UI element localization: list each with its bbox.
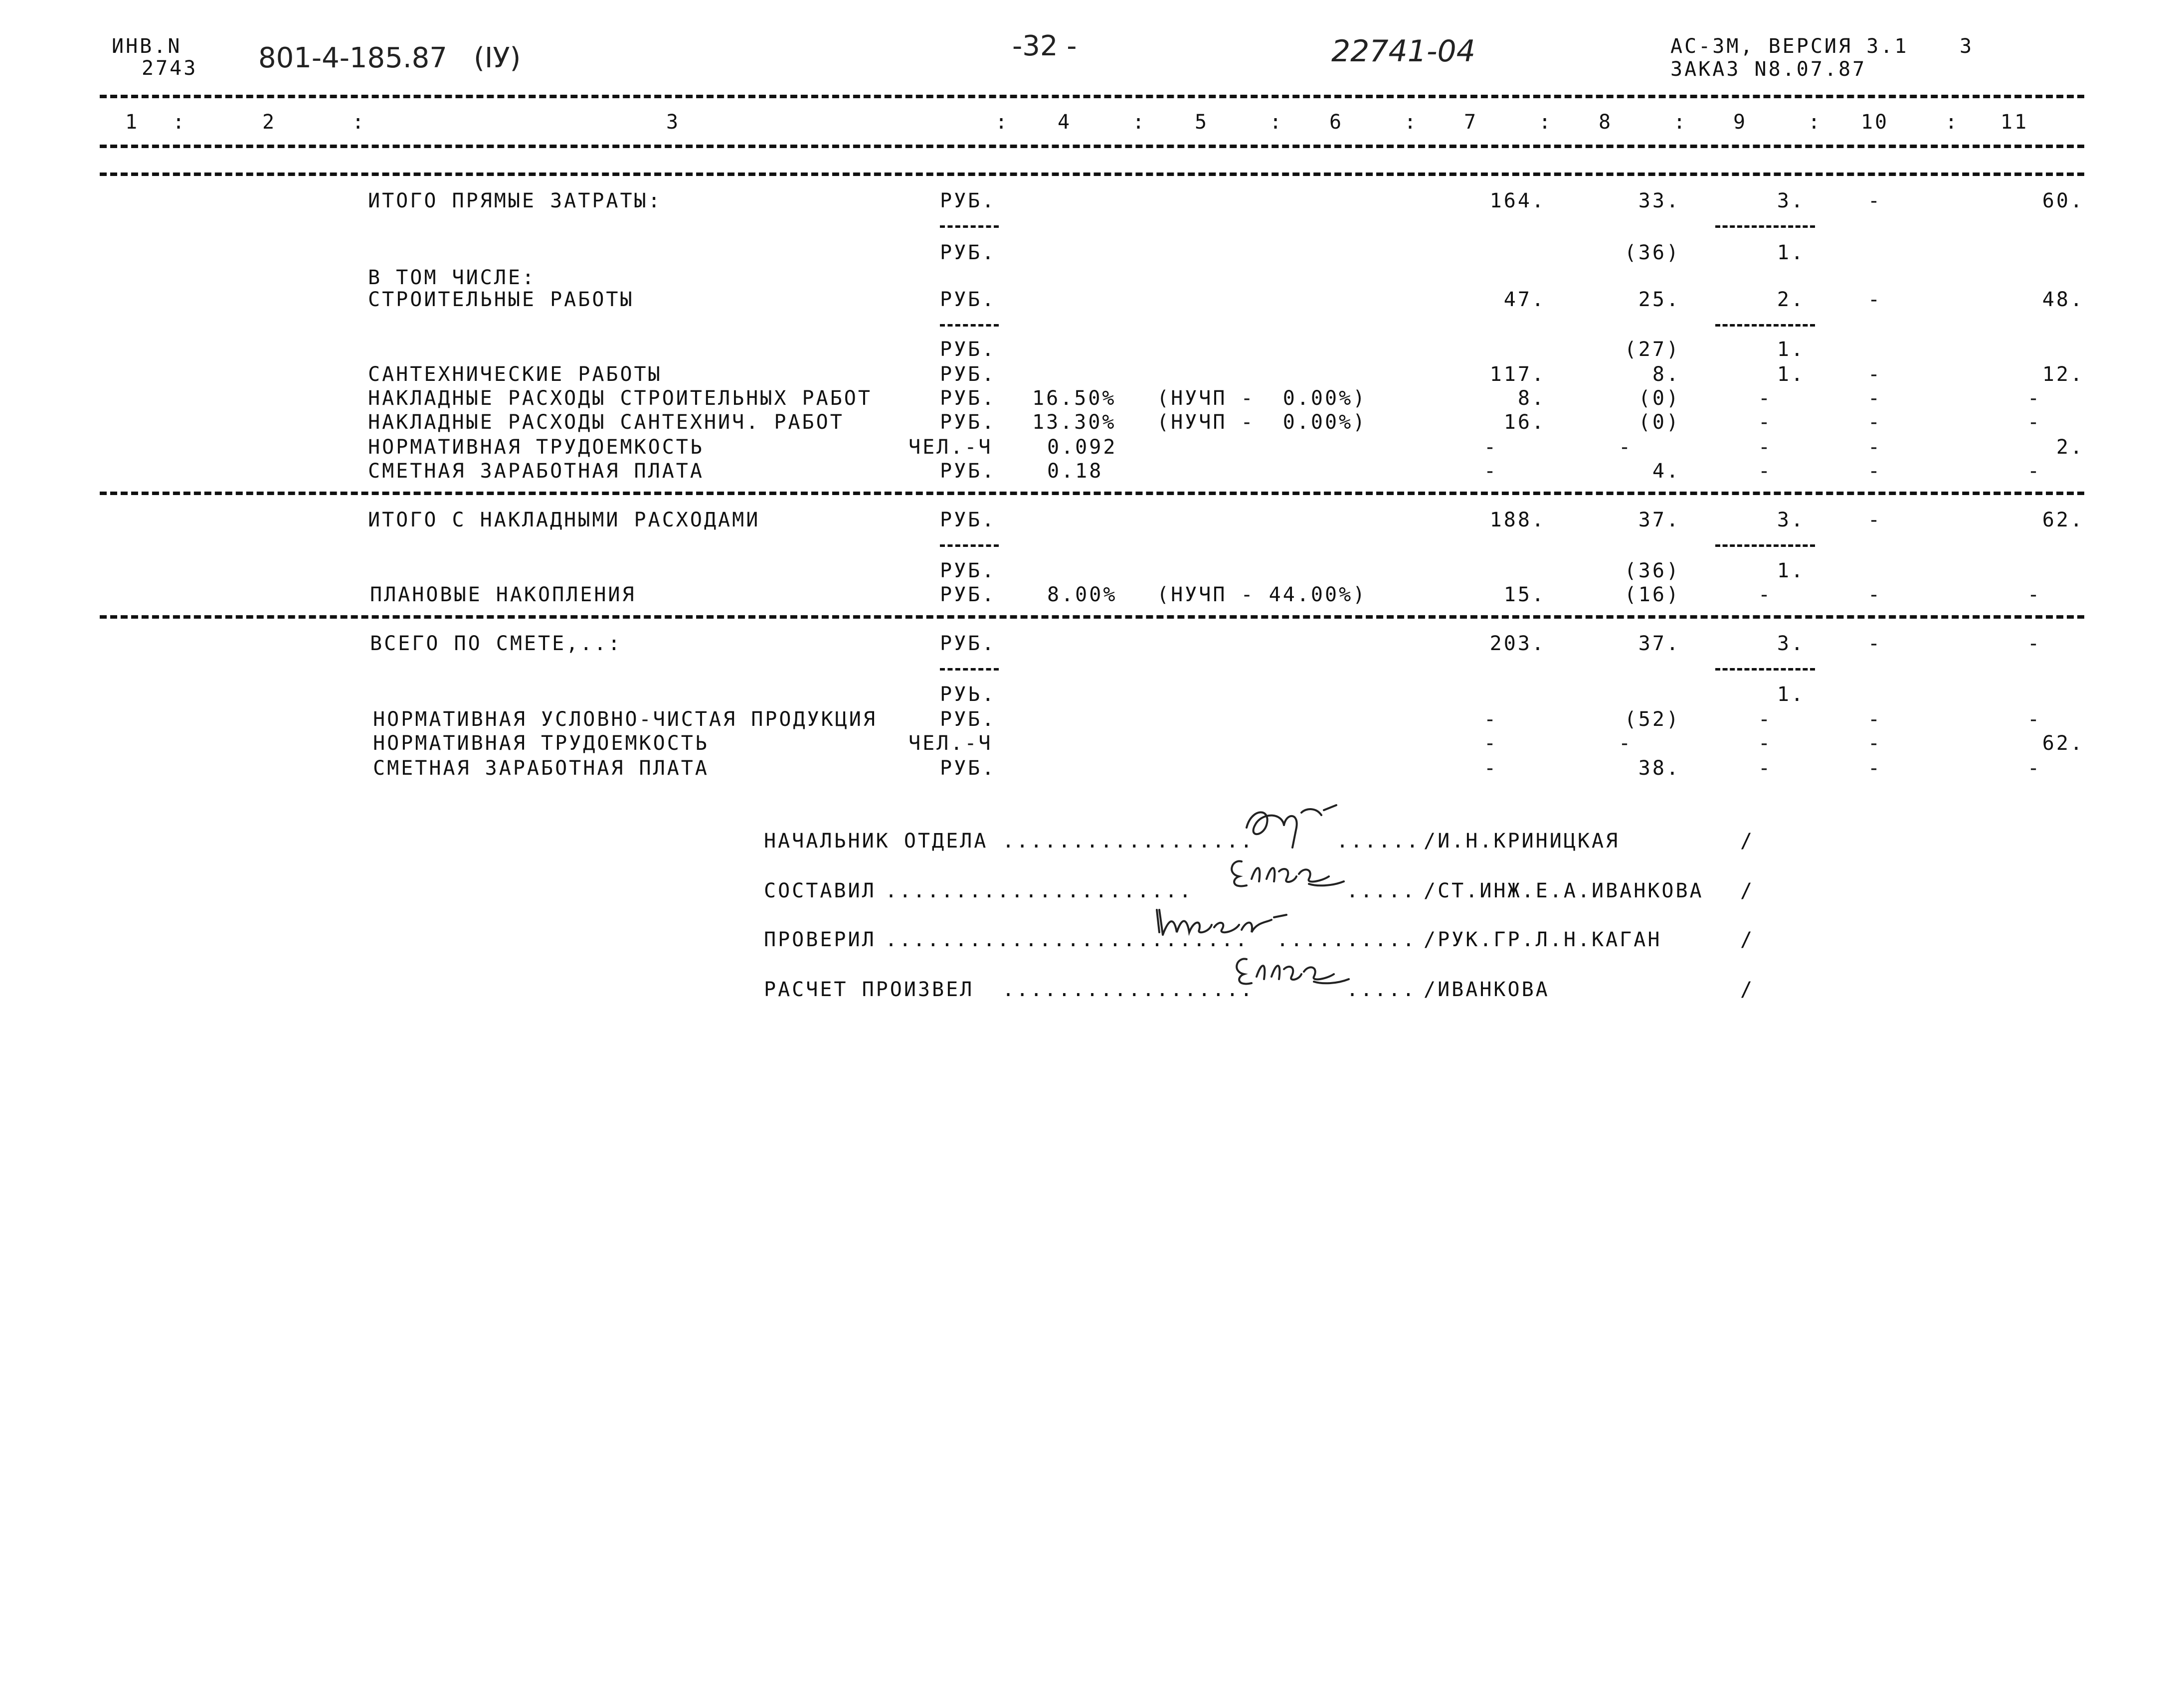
row-label: ВСЕГО ПО СМЕТЕ,..: (370, 632, 622, 655)
col11-value: 2. (2056, 436, 2084, 459)
col8-value: 38. (1638, 757, 1680, 780)
section-rule (100, 492, 2084, 495)
signature-leader: .................. (1002, 978, 1255, 1001)
column-separator: : (1269, 111, 1284, 134)
column-header-2: 2 (262, 111, 277, 134)
col9-dash (1715, 225, 1815, 228)
col9-value: 2. (1777, 288, 1805, 311)
signature-role: ПРОВЕРИЛ (764, 928, 876, 951)
inventory-number: 2743 (142, 57, 198, 80)
col10-value: - (1867, 363, 1882, 386)
col11-value: - (2027, 387, 2042, 410)
col11-value: - (2027, 757, 2042, 780)
col4-value: 0.18 (1047, 460, 1103, 483)
column-separator: : (1404, 111, 1419, 134)
sheet-number: 3 (1960, 35, 1974, 58)
row-unit: РУБ. (940, 632, 996, 655)
signatory-name: /РУК.ГР.Л.Н.КАГАН (1424, 928, 1662, 951)
row-label: НАКЛАДНЫЕ РАСХОДЫ СТРОИТЕЛЬНЫХ РАБОТ (368, 387, 872, 410)
row-unit: РУБ. (940, 460, 996, 483)
header-rule-bottom (100, 145, 2084, 148)
col7-value: - (1483, 436, 1498, 459)
col8-value: (0) (1638, 411, 1680, 434)
unit-dash (940, 324, 999, 327)
col10-value: - (1867, 387, 1882, 410)
project-volume: (IУ) (474, 42, 521, 74)
col9-value: 3. (1777, 632, 1805, 655)
col11-value: 62. (2042, 732, 2084, 755)
col9-value: 1. (1777, 241, 1805, 264)
col8-value: 33. (1638, 189, 1680, 212)
col4-value: 0.092 (1047, 436, 1117, 459)
row-unit: РУБ. (940, 583, 996, 606)
col5-value: (НУЧП - 0.00%) (1157, 411, 1367, 434)
col11-value: 12. (2042, 363, 2084, 386)
col10-value: - (1867, 732, 1882, 755)
signature-leader: ...................... (885, 879, 1193, 902)
col10-value: - (1867, 411, 1882, 434)
col9-value: 1. (1777, 363, 1805, 386)
column-header-11: 11 (2000, 111, 2029, 134)
signature-leader: ...... (1336, 830, 1421, 853)
col8-value: (0) (1638, 387, 1680, 410)
order-number: ЗАКАЗ N8.07.87 (1670, 58, 1867, 81)
signature-leader: ..... (1346, 879, 1417, 902)
col8-value: 8. (1652, 363, 1680, 386)
col10-value: - (1867, 288, 1882, 311)
program-version: АС-3М, ВЕРСИЯ 3.1 (1670, 35, 1909, 58)
col7-value: 16. (1503, 411, 1546, 434)
handwritten-signature (1147, 902, 1296, 942)
col9-value: - (1758, 411, 1773, 434)
column-separator: : (1808, 111, 1822, 134)
col10-value: - (1867, 189, 1882, 212)
col8-value: (52) (1624, 708, 1680, 731)
row-unit: РУБ. (940, 189, 996, 212)
col10-value: - (1867, 708, 1882, 731)
column-header-1: 1 (125, 111, 140, 134)
column-separator: : (1538, 111, 1553, 134)
col4-value: 13.30% (1032, 411, 1116, 434)
col11-value: 48. (2042, 288, 2084, 311)
col9-value: - (1758, 708, 1773, 731)
row-unit: РУБ. (940, 757, 996, 780)
column-separator: : (1132, 111, 1147, 134)
column-header-9: 9 (1733, 111, 1748, 134)
col10-value: - (1867, 583, 1882, 606)
row-label: САНТЕХНИЧЕСКИЕ РАБОТЫ (368, 363, 662, 386)
col8-value: 37. (1638, 509, 1680, 531)
col10-value: - (1867, 632, 1882, 655)
col9-value: 1. (1777, 683, 1805, 706)
row-label: В ТОМ ЧИСЛЕ: (368, 266, 536, 289)
column-header-7: 7 (1463, 111, 1478, 134)
column-separator: : (172, 111, 187, 134)
col7-value: 164. (1489, 189, 1546, 212)
row-unit: РУБ. (940, 411, 996, 434)
col11-value: - (2027, 632, 2042, 655)
col9-dash (1715, 668, 1815, 671)
signature-leader: .......................... (885, 928, 1250, 951)
col10-value: - (1867, 436, 1882, 459)
col9-value: 1. (1777, 338, 1805, 361)
signatory-name: /И.Н.КРИНИЦКАЯ (1424, 830, 1620, 853)
signature-leader: .......... (1276, 928, 1417, 951)
row-label: НОРМАТИВНАЯ ТРУДОЕМКОСТЬ (368, 436, 704, 459)
row-label: ПЛАНОВЫЕ НАКОПЛЕНИЯ (370, 583, 636, 606)
col11-value: - (2027, 460, 2042, 483)
handwritten-signature (1237, 798, 1346, 853)
col8-value: (16) (1624, 583, 1680, 606)
column-separator: : (995, 111, 1010, 134)
row-label: ИТОГО С НАКЛАДНЫМИ РАСХОДАМИ (368, 509, 760, 531)
col4-value: 16.50% (1032, 387, 1116, 410)
section-rule (100, 615, 2084, 619)
table-rule-top (100, 172, 2084, 176)
row-unit: РУЬ. (940, 683, 996, 706)
col9-dash (1715, 544, 1815, 547)
col9-value: 1. (1777, 559, 1805, 582)
row-unit: РУБ. (940, 241, 996, 264)
col7-value: 117. (1489, 363, 1546, 386)
col8-value: (36) (1624, 559, 1680, 582)
row-label: ИТОГО ПРЯМЫЕ ЗАТРАТЫ: (368, 189, 662, 212)
row-label: НОРМАТИВНАЯ ТРУДОЕМКОСТЬ (373, 732, 709, 755)
col5-value: (НУЧП - 0.00%) (1157, 387, 1367, 410)
col10-value: - (1867, 460, 1882, 483)
row-unit: РУБ. (940, 387, 996, 410)
signature-end-mark: / (1740, 830, 1755, 853)
col8-value: (36) (1624, 241, 1680, 264)
column-separator: : (1673, 111, 1688, 134)
signature-role: РАСЧЕТ ПРОИЗВЕЛ (764, 978, 974, 1001)
col8-value: - (1618, 732, 1633, 755)
signature-end-mark: / (1740, 879, 1755, 902)
page-number: -32 - (1012, 30, 1077, 62)
unit-dash (940, 668, 999, 671)
row-unit: РУБ. (940, 363, 996, 386)
column-separator: : (352, 111, 366, 134)
col7-value: 188. (1489, 509, 1546, 531)
signature-end-mark: / (1740, 978, 1755, 1001)
column-header-10: 10 (1860, 111, 1889, 134)
col7-value: 47. (1503, 288, 1546, 311)
stamp-number: 22741-04 (1331, 34, 1475, 69)
col7-value: 8. (1517, 387, 1546, 410)
column-header-6: 6 (1329, 111, 1344, 134)
handwritten-signature (1222, 852, 1351, 891)
col9-value: - (1758, 387, 1773, 410)
column-header-8: 8 (1598, 111, 1613, 134)
row-unit: ЧЕЛ.-Ч (908, 732, 993, 755)
column-header-4: 4 (1057, 111, 1072, 134)
unit-dash (940, 225, 999, 228)
row-unit: РУБ. (940, 708, 996, 731)
row-label: СМЕТНАЯ ЗАРАБОТНАЯ ПЛАТА (373, 757, 709, 780)
col7-value: - (1483, 708, 1498, 731)
col9-value: - (1758, 583, 1773, 606)
col10-value: - (1867, 509, 1882, 531)
col9-value: 3. (1777, 509, 1805, 531)
signature-end-mark: / (1740, 928, 1755, 951)
col7-value: - (1483, 732, 1498, 755)
signature-leader: ..... (1346, 978, 1417, 1001)
col8-value: 25. (1638, 288, 1680, 311)
project-code: 801-4-185.87 (258, 42, 447, 74)
row-label: СТРОИТЕЛЬНЫЕ РАБОТЫ (368, 288, 634, 311)
row-unit: РУБ. (940, 288, 996, 311)
row-label: НАКЛАДНЫЕ РАСХОДЫ САНТЕХНИЧ. РАБОТ (368, 411, 844, 434)
col8-value: (27) (1624, 338, 1680, 361)
handwritten-signature (1227, 949, 1356, 989)
col11-value: - (2027, 411, 2042, 434)
col5-value: (НУЧП - 44.00%) (1157, 583, 1367, 606)
col11-value: - (2027, 708, 2042, 731)
column-separator: : (1945, 111, 1960, 134)
col7-value: 15. (1503, 583, 1546, 606)
col8-value: - (1618, 436, 1633, 459)
row-unit: РУБ. (940, 559, 996, 582)
signature-leader: .................. (1002, 830, 1255, 853)
row-label: НОРМАТИВНАЯ УСЛОВНО-ЧИСТАЯ ПРОДУКЦИЯ (373, 708, 877, 731)
col8-value: 37. (1638, 632, 1680, 655)
header-rule-top (100, 95, 2084, 98)
col9-dash (1715, 324, 1815, 327)
row-unit: РУБ. (940, 338, 996, 361)
col7-value: 203. (1489, 632, 1546, 655)
col9-value: - (1758, 460, 1773, 483)
col10-value: - (1867, 757, 1882, 780)
row-unit: ЧЕЛ.-Ч (908, 436, 993, 459)
col11-value: - (2027, 583, 2042, 606)
col4-value: 8.00% (1047, 583, 1117, 606)
signatory-name: /ИВАНКОВА (1424, 978, 1550, 1001)
col11-value: 62. (2042, 509, 2084, 531)
col11-value: 60. (2042, 189, 2084, 212)
signatory-name: /СТ.ИНЖ.Е.А.ИВАНКОВА (1424, 879, 1704, 902)
row-unit: РУБ. (940, 509, 996, 531)
signature-role: НАЧАЛЬНИК ОТДЕЛА (764, 830, 988, 853)
col9-value: - (1758, 757, 1773, 780)
col8-value: 4. (1652, 460, 1680, 483)
column-header-3: 3 (666, 111, 681, 134)
col9-value: - (1758, 436, 1773, 459)
signature-role: СОСТАВИЛ (764, 879, 876, 902)
col9-value: - (1758, 732, 1773, 755)
col9-value: 3. (1777, 189, 1805, 212)
col7-value: - (1483, 757, 1498, 780)
col7-value: - (1483, 460, 1498, 483)
column-header-5: 5 (1194, 111, 1209, 134)
row-label: СМЕТНАЯ ЗАРАБОТНАЯ ПЛАТА (368, 460, 704, 483)
unit-dash (940, 544, 999, 547)
inventory-label: ИНВ.N (112, 35, 182, 58)
